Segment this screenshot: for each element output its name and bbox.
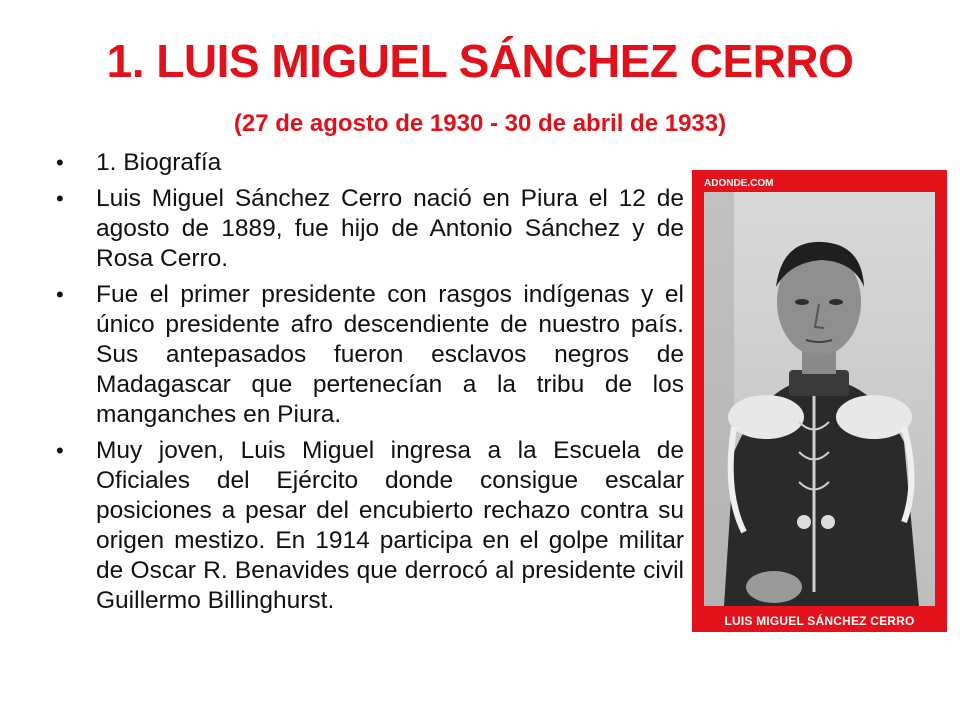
bullet-text: Muy joven, Luis Miguel ingresa a la Escuela de Oficiales del Ejército donde consigue escalar posiciones a pesar del encubierto rechazo contra su origen mestizo. En 1914 participa en el golpe militar de Oscar R. Benavides que derrocó al presidente civil Guillermo Billinghurst. [96,437,684,614]
bullet-text: 1. Biografía [96,149,222,176]
bullet-list [56,148,684,622]
bullet-marker: • [56,150,64,175]
slide-title: 1. LUIS MIGUEL SÁNCHEZ CERRO [106,35,854,87]
bullet-item [56,184,684,274]
photo-site-label: ADONDE.COM [704,178,774,189]
bullet-text: Fue el primer presidente con rasgos indígenas y el único presidente afro descendiente de nuestro país. Sus antepasados fueron esclavos negros de Madagascar que pertenecían a la tribu de los manganches en Piura. [96,281,684,428]
slide-subtitle: (27 de agosto de 1930 - 30 de abril de 1933) [233,110,727,137]
bullet-marker: • [56,438,64,463]
bullet-item [56,280,684,430]
bullet-marker: • [56,282,64,307]
bullet-item [56,436,684,616]
portrait-illustration [704,192,935,606]
portrait-caption: LUIS MIGUEL SÁNCHEZ CERRO [724,614,915,628]
bullet-item [56,148,684,178]
portrait-photo [704,192,935,606]
bullet-text: Luis Miguel Sánchez Cerro nació en Piura el 12 de agosto de 1889, fue hijo de Antonio Sánchez y de Rosa Cerro. [96,185,684,272]
bullet-marker: • [56,186,64,211]
portrait-frame [692,170,947,632]
